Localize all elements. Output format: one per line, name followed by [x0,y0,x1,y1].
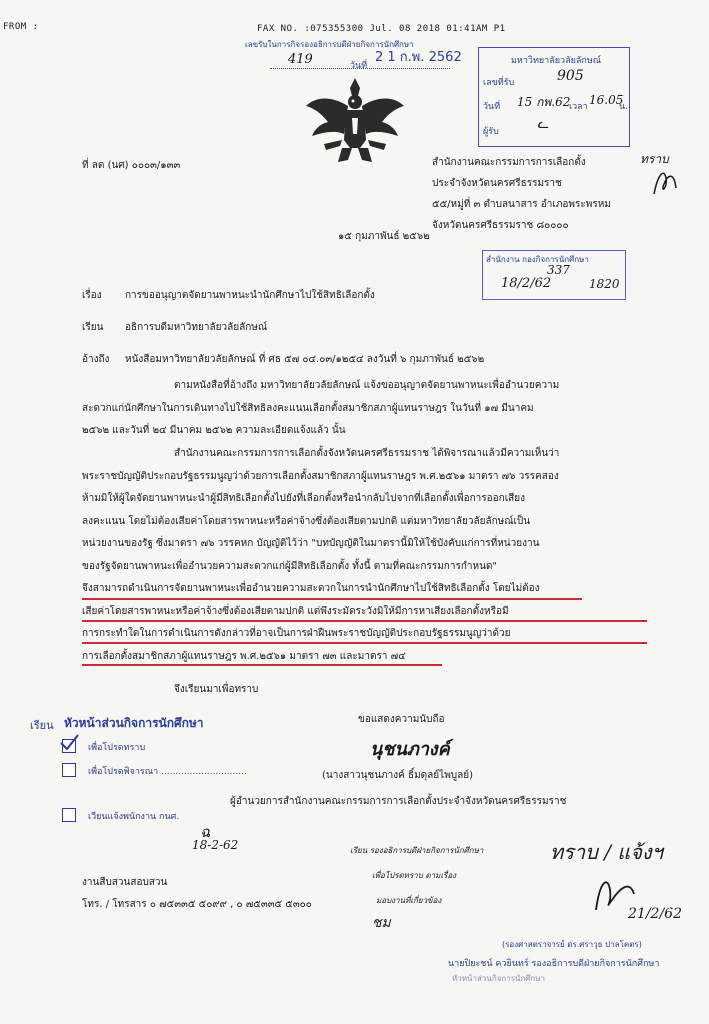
paragraph-2-line: ห้ามมิให้ผู้ใดจัดยานพาหนะนำผู้มีสิทธิเลือกตั้งไปยังที่เลือกตั้งหรือนำกลับไปจากที่เลือกตั้งเพื่อการออกเสียง [82,493,525,504]
paragraph-2-line: เสียค่าโดยสารพาหนะหรือค่าจ้างซึ่งต้องเสียตามปกติ แต่พึงระมัดระวังมิให้มีการหาเสียงเลือกตั้งหรือมี [82,605,509,617]
paragraph-2-line: การเลือกตั้งสมาชิกสภาผู้แทนราษฎร พ.ศ.๒๕๖๑ มาตรา ๗๓ และมาตรา ๗๔ [82,650,406,662]
closing-note: จึงเรียนมาเพื่อทราบ [174,684,259,695]
division-stamp-no: 337 [547,263,570,277]
routing-option-circulate: เวียนแจ้งพนักงาน กนศ. [88,812,180,822]
sender-line-1: สำนักงานคณะกรรมการการเลือกตั้ง [432,157,586,168]
signer-position: ผู้อำนวยการสำนักงานคณะกรรมการการเลือกตั้งประจำจังหวัดนครศรีธรรมราช [230,796,567,807]
checkmark-icon [58,733,80,753]
paragraph-2-line: ของรัฐจัดยานพาหนะเพื่ออำนวยความสะดวกแก่ผู้มีสิทธิเลือกตั้ง ทั้งนี้ ตามที่คณะกรรมการกำหนด" [82,560,498,572]
subject-text: การขออนุญาตจัดยานพาหนะนำนักศึกษาไปใช้สิทธิเลือกตั้ง [125,290,375,301]
paragraph-1-line: สะดวกแก่นักศึกษาในการเดินทางไปใช้สิทธิลงคะแนนเลือกตั้งสมาชิกสภาผู้แทนราษฎร ในวันที่ ๑๗ มีนาคม [82,402,534,414]
red-underline-mark [82,598,582,600]
paragraph-2 [82,443,647,668]
corner-signature-icon [650,164,680,200]
univ-stamp-no: 905 [557,68,584,84]
sender-line-2: ประจำจังหวัดนครศรีธรรมราช [432,178,562,189]
signer-name: (นางสาวนุชนภางค์ ธิ์มดุลย์ไพบูลย์) [322,770,474,781]
routing-option-consider: เพื่อโปรดพิจารณา .............................. [88,767,247,777]
paragraph-2-line: หน่วยงานของรัฐ ซึ่งมาตรา ๗๖ วรรคหก บัญญัติไว้ว่า "บทบัญญัติในมาตรานี้มิให้ใช้บังคับแก่การที่หน่วยงาน [82,538,540,549]
document-number: ที่ ลต (นศ) ๐๐๐๓/๑๓๓ [82,160,181,171]
handwritten-initial: ฉ [200,823,211,841]
univ-stamp-recv-label: ผู้รับ [483,127,499,137]
vp-title: (รองศาสตราจารย์ ดร.ศราวุธ ปาลโคตร) [502,940,642,949]
contact-phone: โทร. / โทรสาร ๐ ๗๕๓๓๕ ๕๐๙๙ , ๐ ๗๕๓๓๕ ๕๓๐๐ [82,899,312,910]
handwritten-date-1: 18-2-62 [192,838,239,852]
routing-head: หัวหน้าส่วนกิจการนักศึกษา [64,716,204,730]
handwritten-note-1: เรียน รองอธิการบดีฝ่ายกิจการนักศึกษา [350,846,484,855]
to-label: เรียน [82,322,104,333]
garuda-emblem-icon [302,74,408,164]
vp-faint-line: หัวหน้าส่วนกิจการนักศึกษา [452,974,546,983]
division-stamp-title: สำนักงาน กองกิจการนักศึกษา [486,255,589,264]
sender-line-4: จังหวัดนครศรีธรรมราช ๘๐๐๐๐ [432,220,569,231]
paragraph-2-line: การกระทำใดในการดำเนินการดังกล่าวที่อาจเป็นการฝ่าฝืนพระราชบัญญัติประกอบรัฐธรรมนูญว่าด้วย [82,628,511,639]
routing-option-acknowledge: เพื่อโปรดทราบ [88,743,146,753]
handwritten-initial-2: ชม [372,915,391,931]
red-underline-mark [82,620,647,622]
document-date: ๑๕ กุมภาพันธ์ ๒๕๖๒ [338,231,430,242]
fax-from-label: FROM : [3,22,39,32]
office-stamp-number: 419 [288,52,313,67]
subject-label: เรื่อง [82,290,102,301]
univ-stamp-title: มหาวิทยาลัยวลัยลักษณ์ [511,56,602,66]
routing-prefix: เรียน [30,719,54,732]
office-stamp-date-label: วันที่ [350,61,368,71]
paragraph-2-line: พระราชบัญญัติประกอบรัฐธรรมนูญว่าด้วยการเลือกตั้งสมาชิกสภาผู้แทนราษฎร พ.ศ.๒๕๖๑ มาตรา ๗๖ วรรคสอง [82,470,559,482]
office-stamp-title: เลขรับในการกิจรองอธิการบดีฝ่ายกิจการนักศึกษา [245,40,414,49]
office-stamp-underline [270,68,450,69]
red-underline-mark [82,664,442,666]
reference-text: หนังสือมหาวิทยาลัยวลัยลักษณ์ ที่ ศธ ๕๗ ๐๔.๐๓/๑๒๕๔ ลงวันที่ ๖ กุมภาพันธ์ ๒๕๖๒ [125,354,485,365]
handwritten-acknowledge: ทราบ / แจ้งฯ [550,840,663,864]
sender-line-3: ๕๕/หมู่ที่ ๓ ตำบลนาสาร อำเภอพระพรหม [432,199,611,210]
univ-stamp-recv-sign: ᓚ [537,116,549,132]
routing-option-consider-checkbox[interactable] [62,763,76,777]
division-stamp-date: 18/2/62 [501,276,552,291]
univ-stamp-date: 15 กพ.62 [517,95,571,109]
office-stamp-date: 2 1 ก.พ. 2562 [375,50,462,65]
univ-stamp-date-label: วันที่ [483,102,501,112]
handwritten-date-2: 21/2/62 [628,906,682,922]
paragraph-2-line: สำนักงานคณะกรรมการการเลือกตั้งจังหวัดนครศรีธรรมราช ได้พิจารณาแล้วมีความเห็นว่า [174,448,560,459]
corner-handwritten-note: ทราบ [640,152,669,166]
reference-label: อ้างถึง [82,354,110,365]
univ-stamp-no-label: เลขที่รับ [483,78,515,88]
division-stamp-time: 1820 [589,277,620,291]
respect-closing: ขอแสดงความนับถือ [358,714,445,725]
univ-stamp-time: 16.05 [589,93,624,107]
university-receipt-stamp [478,47,630,147]
contact-unit: งานสืบสวนสอบสวน [82,877,168,888]
handwritten-note-2: เพื่อโปรดทราบ ตามเรื่อง [372,871,457,880]
red-underline-mark [82,642,647,644]
paragraph-2-line: จึงสามารถดำเนินการจัดยานพาหนะเพื่ออำนวยความสะดวกในการนำนักศึกษาไปใช้สิทธิเลือกตั้ง โดยไม่ต้อง [82,583,540,594]
signer-signature: นุชนภางค์ [370,739,450,760]
paragraph-1-line: ตามหนังสือที่อ้างถึง มหาวิทยาลัยวลัยลักษณ์ แจ้งขออนุญาตจัดยานพาหนะเพื่ออำนวยความ [174,380,560,391]
paragraph-1 [82,375,647,443]
univ-stamp-unit: น. [619,102,629,112]
handwritten-note-3: มอบงานที่เกี่ยวข้อง [376,896,442,905]
to-text: อธิการบดีมหาวิทยาลัยวลัยลักษณ์ [125,322,268,333]
fax-header-line: FAX NO. :075355300 Jul. 08 2018 01:41AM P1 [257,24,506,34]
paragraph-1-line: ๒๕๖๒ และวันที่ ๒๔ มีนาคม ๒๕๖๒ ความละเอียดแจ้งแล้ว นั้น [82,425,346,436]
routing-option-circulate-checkbox[interactable] [62,808,76,822]
division-receipt-stamp [482,250,626,300]
vp-name: นายปิยะชน์ ควยินทร์ รองอธิการบดีฝ่ายกิจการนักศึกษา [448,959,660,969]
univ-stamp-time-label: เวลา [569,102,588,112]
paragraph-2-line: ลงคะแนน โดยไม่ต้องเสียค่าโดยสารพาหนะหรือค่าจ้างซึ่งต้องเสียตามปกติ แต่มหาวิทยาลัยวลัยลักษณ์เป็น [82,515,531,527]
